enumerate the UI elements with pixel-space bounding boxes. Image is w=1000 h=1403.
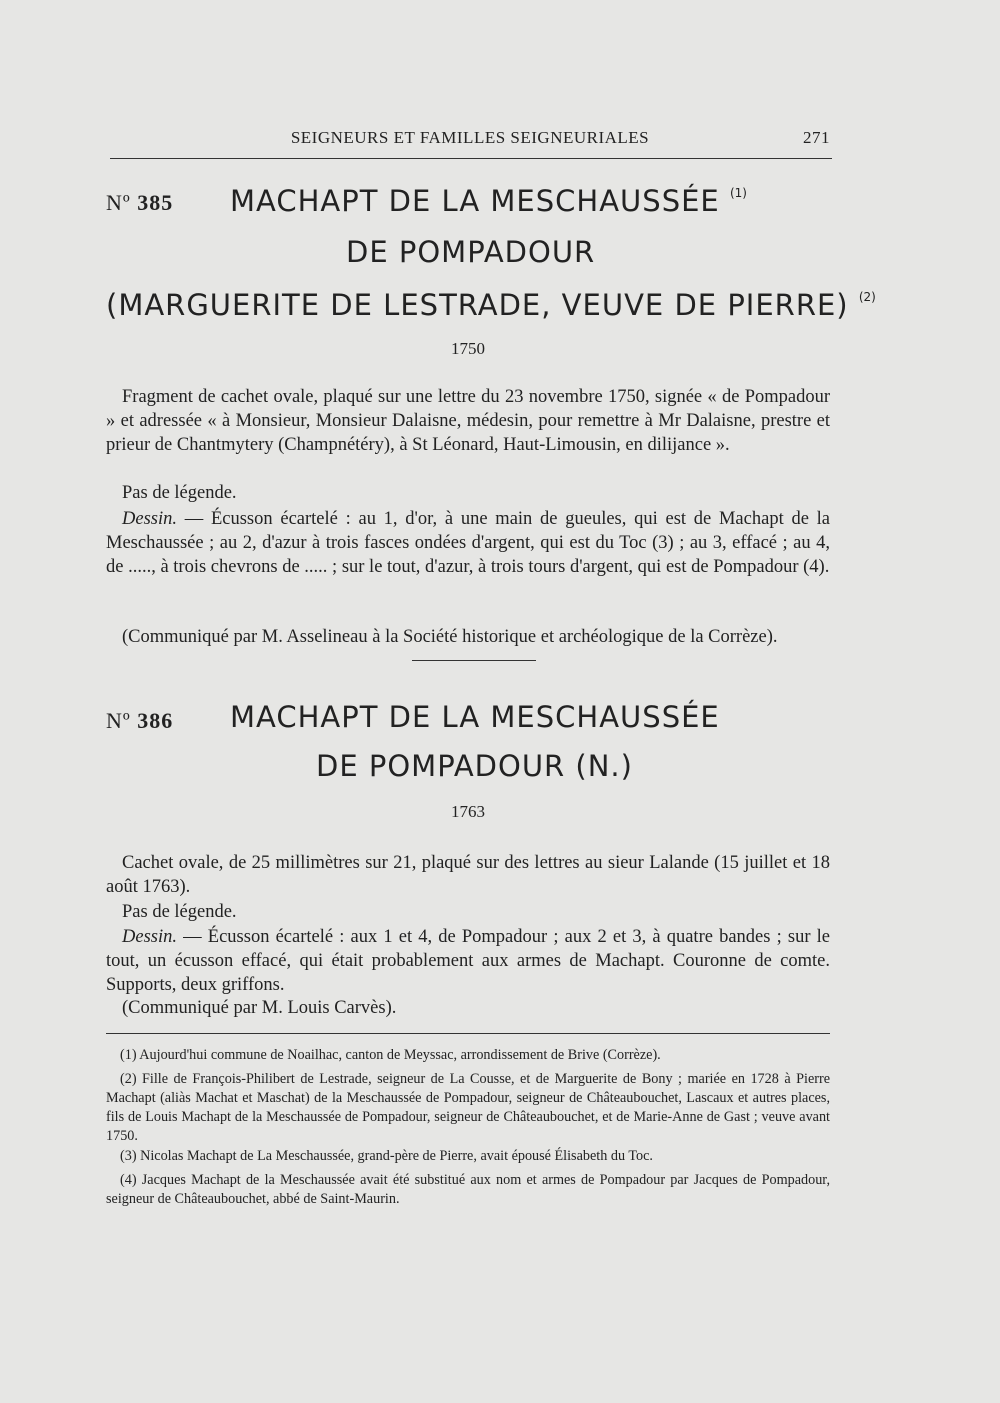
footnote-1: (1) Aujourd'hui commune de Noailhac, canton de Meyssac, arrondissement de Brive (Corrèze). [120,1047,661,1063]
title-text: MACHAPT DE LA MESCHAUSSÉE [230,184,720,218]
number-value: 385 [137,190,174,215]
footnote-3: (3) Nicolas Machapt de La Meschaussée, grand-père de Pierre, avait épousé Élisabeth du Toc. [120,1148,653,1164]
number-value: 386 [137,708,174,733]
entry-385-title-line3 [106,288,876,322]
dessin-text: — Écusson écartelé : aux 1 et 4, de Pompadour ; aux 2 et 3, à quatre bandes ; sur le tout, un écusson effacé, qui était probablement aux armes de Machapt. Couronne de comte. Supports, deux griffons. [106,927,830,995]
header-rule [110,158,832,159]
entry-385-communique: (Communiqué par M. Asselineau à la Société historique et archéologique de la Corrèze). [122,627,778,647]
entry-386-legend: Pas de légende. [122,902,237,922]
title-text: DE POMPADOUR [346,235,596,269]
entry-386-dessin [106,925,830,997]
title-text: DE POMPADOUR (N.) [316,749,633,783]
entry-386-title-line2 [316,749,633,783]
number-prefix: Nº [106,708,131,733]
entry-385-dessin [106,507,830,579]
entry-385-legend: Pas de légende. [122,483,237,503]
entry-386-year: 1763 [451,802,485,821]
dessin-label: Dessin. [122,927,177,947]
running-title: SEIGNEURS ET FAMILLES SEIGNEURIALES [290,128,650,147]
entry-386-description: Cachet ovale, de 25 millimètres sur 21, plaqué sur des lettres au sieur Lalande (15 juillet et 18 août 1763). [106,853,830,897]
entry-385-title-line2 [346,235,595,269]
entry-385-number [106,190,173,216]
number-prefix: Nº [106,190,131,215]
entry-385-year: 1750 [451,339,485,358]
footnote-2: (2) Fille de François-Philibert de Lestrade, seigneur de La Cousse, et de Marguerite de Bony ; mariée en 1728 à Pierre Machapt (aliàs Machat et Maschat) de la Meschaussée de Pompadour, seigneur de Châteaubouchet, Lascaux et autres places, fils de Louis Machapt de la Meschaussée de Pompadour, seigneur de Châteaubouchet, et de Marie-Anne de Gast ; veuve avant 1750. [106,1071,830,1144]
dessin-label: Dessin. [122,509,177,529]
entry-386-number [106,708,173,734]
footnote-ref: (2) [858,290,876,304]
dessin-text: — Écusson écartelé : au 1, d'or, à une main de gueules, qui est de Machapt de la Meschaussée ; au 2, d'azur à trois fasces ondées d'argent, qui est du Toc (3) ; au 3, effacé ; au 4, de ....., à trois chevrons de ..... ; sur le tout, d'azur, à trois tours d'argent, qui est de Pompadour (4). [106,509,830,577]
page-number: 271 [803,128,830,147]
footnote-rule [106,1033,830,1034]
entry-385-title-line1 [230,184,747,218]
entry-386-title-line1 [230,700,720,734]
entry-385-description: Fragment de cachet ovale, plaqué sur une lettre du 23 novembre 1750, signée « de Pompadour » et adressée « à Monsieur, Monsieur Dalaisne, médesin, pour remettre à Mr Dalaisne, prestre et prieur de Chantmytery (Champnétéry), à St Léonard, Haut-Limousin, en dilijance ». [106,387,830,455]
section-divider [412,660,536,661]
title-text: MACHAPT DE LA MESCHAUSSÉE [230,700,720,734]
footnote-4: (4) Jacques Machapt de la Meschaussée avait été substitué aux nom et armes de Pompadour par Jacques de Pompadour, seigneur de Châteaubouchet, abbé de Saint-Maurin. [106,1172,830,1207]
entry-386-communique: (Communiqué par M. Louis Carvès). [122,998,397,1018]
footnote-ref: (1) [729,186,747,200]
title-text: (MARGUERITE DE LESTRADE, VEUVE DE PIERRE) [106,288,849,322]
